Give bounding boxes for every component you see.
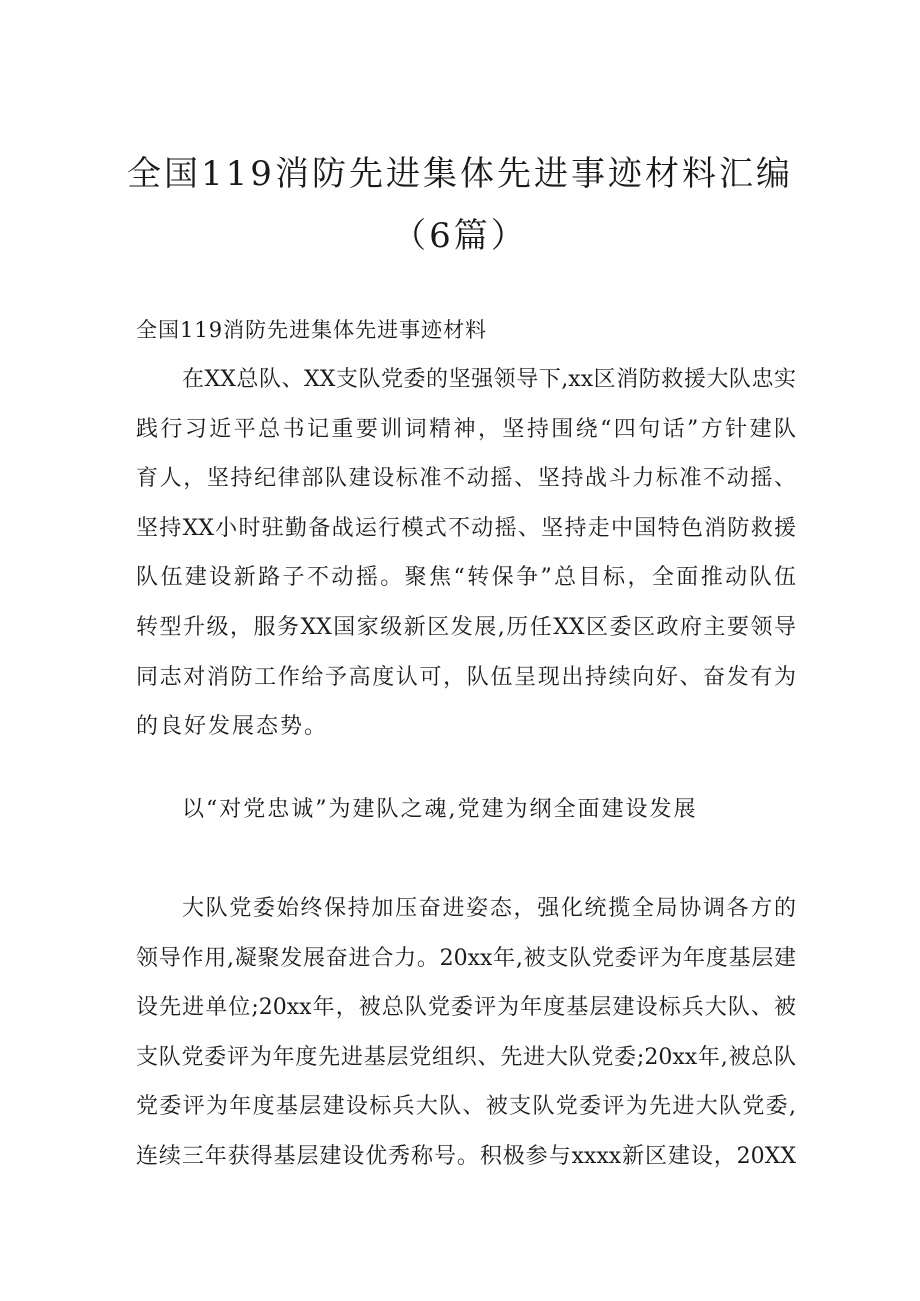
paragraph-intro: [136, 355, 796, 752]
paragraph-line: 同志对消防工作给予高度认可，队伍呈现出持续向好、奋发有为: [136, 664, 796, 690]
paragraph-line: 转型升级，服务XX国家级新区发展,历任XX区委区政府主要领导: [136, 614, 796, 640]
paragraph-line: 设先进单位;20xx年，被总队党委评为年度基层建设标兵大队、被: [136, 995, 796, 1021]
section-heading: 以“对党忠诚”为建队之魂,党建为纲全面建设发展: [182, 797, 698, 822]
paragraph-line: 队伍建设新路子不动摇。聚焦“转保争”总目标，全面推动队伍: [136, 565, 796, 591]
paragraph-line: 支队党委评为年度先进基层党组织、先进大队党委;20xx年,被总队: [136, 1044, 796, 1070]
paragraph-line: 领导作用,凝聚发展奋进合力。20xx年,被支队党委评为年度基层建: [136, 945, 797, 971]
paragraph-line: 大队党委始终保持加压奋进姿态，强化统揽全局协调各方的: [182, 896, 796, 921]
paragraph-line: 党委评为年度基层建设标兵大队、被支队党委评为先进大队党委,: [136, 1094, 796, 1120]
paragraph-line: 育人，坚持纪律部队建设标准不动摇、坚持战斗力标准不动摇、: [136, 466, 796, 492]
paragraph-line: 坚持XX小时驻勤备战运行模式不动摇、坚持走中国特色消防救援: [136, 515, 796, 541]
paragraph-line: 的良好发展态势。: [136, 714, 329, 740]
paragraph-line: 连续三年获得基层建设优秀称号。积极参与xxxx新区建设，20XX: [136, 1143, 796, 1169]
document-title-count: （6篇）: [392, 216, 528, 256]
paragraph-line: 践行习近平总书记重要训词精神，坚持围绕“四句话”方针建队: [136, 416, 796, 442]
paragraph-line: 在XX总队、XX支队党委的坚强领导下,xx区消防救援大队忠实: [182, 367, 796, 392]
document-title: 全国119消防先进集体先进事迹材料汇编: [127, 154, 793, 194]
article-heading: 全国119消防先进集体先进事迹材料: [136, 318, 488, 342]
paragraph-party-building: [136, 884, 796, 1182]
